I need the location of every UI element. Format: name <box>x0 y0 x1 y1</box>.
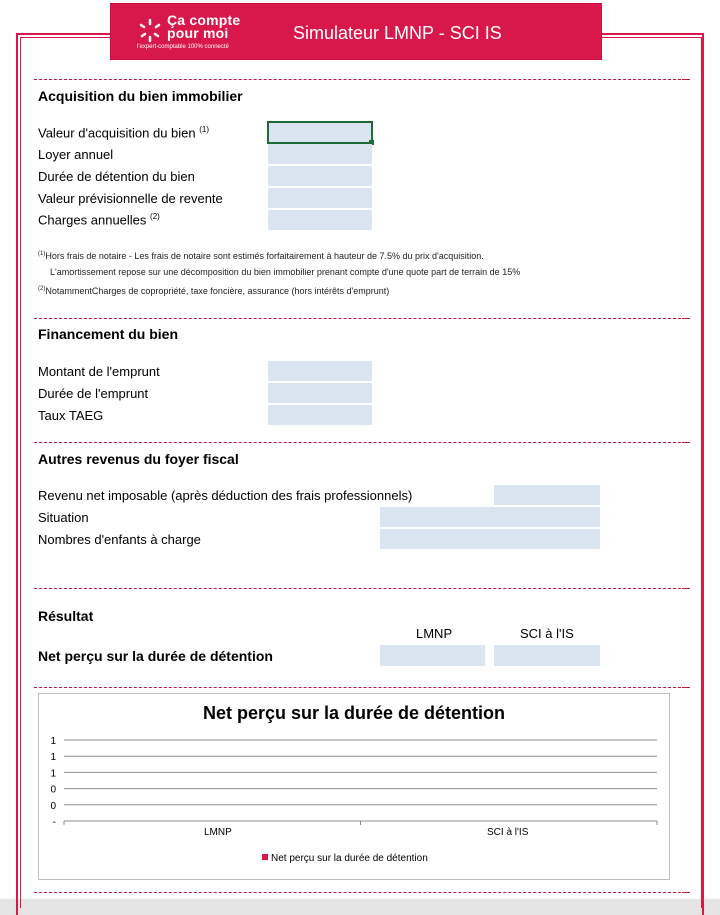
valeur-acquisition-input[interactable] <box>268 122 372 143</box>
label-valeur-acquisition <box>38 125 209 140</box>
section-divider <box>34 442 686 443</box>
charges-annuelles-input[interactable] <box>268 210 372 230</box>
label-text: Valeur d'acquisition du bien <box>38 125 196 141</box>
x-tick-label: LMNP <box>204 827 232 838</box>
y-tick-label: 1 <box>50 768 56 780</box>
taux-taeg-input[interactable] <box>268 405 372 425</box>
header-banner <box>110 3 602 60</box>
loyer-annuel-input[interactable] <box>268 144 372 164</box>
valeur-revente-input[interactable] <box>268 188 372 208</box>
section-title-resultat: Résultat <box>38 608 94 624</box>
label-taux-taeg: Taux TAEG <box>38 408 104 423</box>
section-divider <box>34 687 686 688</box>
nombre-enfants-input[interactable] <box>380 529 600 549</box>
situation-select[interactable] <box>380 507 600 527</box>
x-tick-label: SCI à l'IS <box>487 827 529 838</box>
footnote-marker: (1) <box>38 251 46 257</box>
footnote-ref: (2) <box>150 212 160 221</box>
duree-emprunt-input[interactable] <box>268 383 372 403</box>
label-net-percu: Net perçu sur la durée de détention <box>38 648 273 664</box>
label-duree-emprunt: Durée de l'emprunt <box>38 386 149 401</box>
footnote-ref: (1) <box>199 125 210 134</box>
column-header-sci: SCI à l'IS <box>520 626 574 641</box>
y-tick-label: 0 <box>50 784 56 796</box>
footnote-text: NotammentCharges de copropriété, taxe foncière, assurance (hors intérêts d'emprunt) <box>45 286 390 296</box>
legend-label: Net perçu sur la durée de détention <box>271 853 428 864</box>
label-duree-detention: Durée de détention du bien <box>38 169 195 184</box>
logo-line-1: Ça compte <box>167 12 241 28</box>
footnote-text: Hors frais de notaire - Les frais de notaire sont estimés forfaitairement à hauteur de 7.5% du prix d'acquisition. <box>45 251 484 261</box>
label-text: Charges annuelles <box>38 212 147 228</box>
section-divider <box>34 892 686 893</box>
label-loyer-annuel: Loyer annuel <box>38 147 114 162</box>
label-revenu-net: Revenu net imposable (après déduction des frais professionnels) <box>38 488 413 503</box>
y-tick-label: 0 <box>50 800 56 812</box>
result-sci-cell <box>494 645 600 666</box>
duree-detention-input[interactable] <box>268 166 372 186</box>
section-title-autres-revenus: Autres revenus du foyer fiscal <box>38 451 239 467</box>
chart-plot-area <box>39 694 669 879</box>
footnote-2 <box>38 286 389 296</box>
section-divider <box>34 318 686 319</box>
revenu-net-input[interactable] <box>494 485 600 505</box>
logo-wordmark <box>167 14 240 40</box>
label-montant-emprunt: Montant de l'emprunt <box>38 364 160 379</box>
label-situation: Situation <box>38 510 89 525</box>
legend-swatch <box>262 854 268 860</box>
section-divider <box>34 79 686 80</box>
footnote-1 <box>38 251 484 261</box>
brand-logo <box>137 14 297 54</box>
y-tick-label: - <box>52 817 56 828</box>
section-title-acquisition: Acquisition du bien immobilier <box>38 88 243 104</box>
result-lmnp-cell <box>380 645 485 666</box>
result-chart[interactable] <box>38 693 670 880</box>
page-title: Simulateur LMNP - SCI IS <box>293 23 502 43</box>
label-valeur-revente: Valeur prévisionnelle de revente <box>38 191 223 206</box>
label-charges-annuelles <box>38 212 160 227</box>
logo-tagline: l'expert-comptable 100% connecté <box>137 44 229 50</box>
sparkle-logo-icon <box>137 17 163 43</box>
y-tick-label: 1 <box>50 736 56 747</box>
y-tick-label: 1 <box>50 752 56 764</box>
section-divider <box>34 588 686 589</box>
footnote-marker: (2) <box>38 286 46 292</box>
label-nombre-enfants: Nombres d'enfants à charge <box>38 532 201 547</box>
chart-legend <box>262 853 428 864</box>
section-title-financement: Financement du bien <box>38 326 179 342</box>
logo-line-2: pour moi <box>167 25 229 41</box>
chart-title: Net perçu sur la durée de détention <box>202 703 506 723</box>
footnote-1-continued: L'amortissement repose sur une décomposition du bien immobilier prenant compte d'une quote part de terrain de 15% <box>50 267 521 277</box>
column-header-lmnp: LMNP <box>416 626 453 641</box>
montant-emprunt-input[interactable] <box>268 361 372 381</box>
